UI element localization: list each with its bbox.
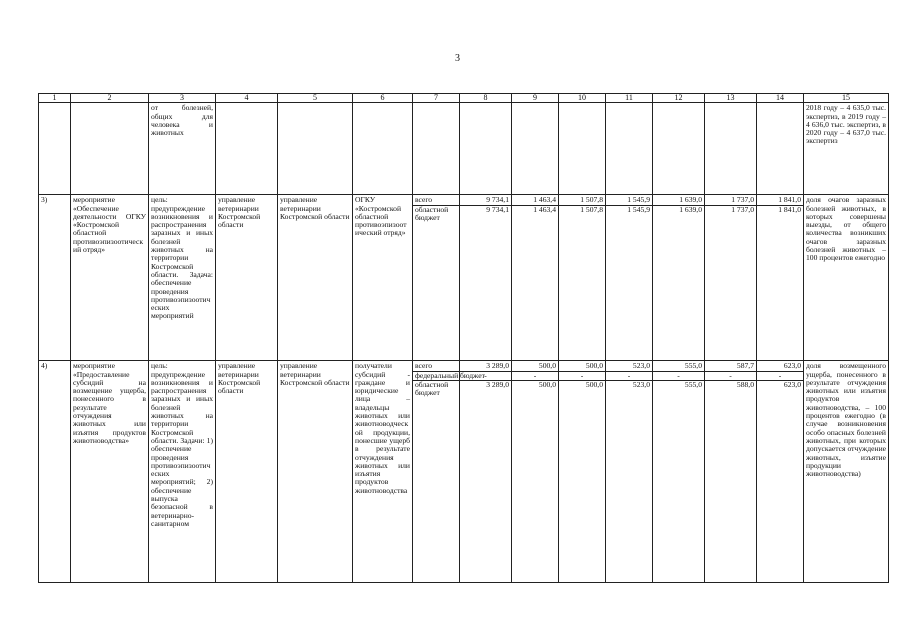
activity-row-4: [39, 361, 889, 583]
col-header: 2: [71, 94, 149, 103]
col-header: 5: [278, 94, 353, 103]
amount-value: -: [653, 372, 704, 381]
col-header: 12: [653, 94, 705, 103]
amount-cell: [606, 361, 653, 583]
header-row: [39, 94, 889, 103]
amount-cell: [460, 195, 512, 361]
participant-cell: ОГКУ «Костромской областной противоэпизоотический отряд»: [353, 195, 413, 361]
amount-value: 588,0: [736, 379, 754, 389]
col-header: 6: [353, 94, 413, 103]
amount-cell: [559, 195, 606, 361]
amount-cell: [653, 195, 705, 361]
amount-value: 1 545,9: [627, 204, 650, 214]
executor-cell: управление ветеринарии Костромской области: [216, 361, 278, 583]
funding-source: областной бюджет: [415, 379, 449, 398]
amount-value: -: [705, 372, 756, 381]
amount-value: 3 289,0: [486, 379, 509, 389]
amount-value: 623,0: [783, 379, 801, 389]
amount-value: 1 507,8: [580, 204, 603, 214]
funding-source: всего: [413, 196, 459, 205]
program-activities-table: [38, 93, 889, 583]
amount-value: 555,0: [653, 362, 704, 371]
amount-value: -: [606, 372, 652, 381]
activity-cell: мероприятие «Предоставление субсидий на возмещение ущерба, понесенного в результате отчуждения животных или изъятия продуктов животноводства»: [71, 361, 149, 583]
amount-value: 500,0: [559, 362, 605, 371]
funding-source: федеральный бюджет: [415, 370, 485, 380]
amount-value: 1 639,0: [679, 204, 702, 214]
amount-value: 1 463,4: [512, 196, 558, 205]
funding-source: областной бюджет: [415, 204, 449, 222]
amount-cell: [512, 195, 559, 361]
col-header: 13: [705, 94, 757, 103]
col-header: 10: [559, 94, 606, 103]
participant-cell: получатели субсидий - граждане и юридические лица – владельцы животных или животноводческой продукции, понесшие ущерб в результате отчуждения животных или изъятия продуктов животноводства: [353, 361, 413, 583]
funding-source: всего: [413, 362, 459, 371]
amount-cell: [559, 361, 606, 583]
goal-cell: цель: предупреждение возникновения и распространения заразных и иных болезней животных на территории Костромской области. Задача: обеспечение проведения противоэпизоотических мероприятий: [149, 195, 216, 361]
amount-value: 500,0: [538, 379, 556, 389]
amount-cell: [705, 195, 757, 361]
amount-cell: [653, 361, 705, 583]
col-header: 14: [757, 94, 804, 103]
col-header: 4: [216, 94, 278, 103]
amount-value: 587,7: [705, 362, 756, 371]
continuation-row: [39, 103, 889, 195]
row-number: 4): [39, 361, 71, 583]
amount-cell: [512, 361, 559, 583]
amount-value: -: [460, 372, 511, 381]
indicator-cell: доля очагов заразных болезней животных, в которых совершены выезды, от общего количества возникших очагов заразных болезней животных – 100 процентов ежегодно: [804, 195, 889, 361]
col-header: 7: [413, 94, 460, 103]
amount-cell: [757, 361, 804, 583]
col-header: 3: [149, 94, 216, 103]
col-header: 15: [804, 94, 889, 103]
amount-cell: [606, 195, 653, 361]
amount-cell: [460, 361, 512, 583]
amount-value: 1 841,0: [757, 196, 803, 205]
amount-value: 523,0: [606, 362, 652, 371]
executor-cell: управление ветеринарии Костромской области: [216, 195, 278, 361]
amount-value: 500,0: [585, 379, 603, 389]
amount-value: 500,0: [512, 362, 558, 371]
funding-source-cell: [413, 195, 460, 361]
activity-row-3: [39, 195, 889, 361]
amount-value: -: [512, 372, 558, 381]
amount-value: 623,0: [757, 362, 803, 371]
amount-value: 3 289,0: [460, 362, 511, 371]
amount-value: 555,0: [684, 379, 702, 389]
amount-value: 1 463,4: [533, 204, 556, 214]
amount-value: 1 545,9: [606, 196, 652, 205]
amount-value: -: [559, 372, 605, 381]
page-number: 3: [455, 53, 460, 64]
col-header: 8: [460, 94, 512, 103]
amount-value: 9 734,1: [486, 204, 509, 214]
amount-value: 1 737,0: [731, 204, 754, 214]
coexecutor-cell: управление ветеринарии Костромской области: [278, 361, 353, 583]
amount-value: 1 639,0: [653, 196, 704, 205]
funding-source-cell: [413, 361, 485, 583]
col-header: 1: [39, 94, 71, 103]
indicator-cell: 2018 году – 4 635,0 тыс. экспертиз, в 2019 году – 4 636,0 тыс. экспертиз, в 2020 году – 4 637,0 тыс. экспертиз: [804, 103, 889, 195]
col-header: 11: [606, 94, 653, 103]
goal-cell: цель: предупреждение возникновения и распространения заразных и иных болезней животных на территории Костромской области. Задачи: 1) обеспечение проведения противоэпизоотических мероприятий; 2) обеспечение выпуска безопасной в ветеринарно-санитарном: [149, 361, 216, 583]
amount-value: 9 734,1: [460, 196, 511, 205]
amount-cell: [757, 195, 804, 361]
amount-value: 1 737,0: [705, 196, 756, 205]
indicator-cell: доля возмещенного ущерба, понесенного в результате отчуждения животных или изъятия продуктов животноводства, – 100 процентов ежегодно (в случае возникновения особо опасных болезней животных, при которых допускается отчуждение животных, изъятие продукции животноводства): [804, 361, 889, 583]
goal-cell: от болезней, общих для человека и животных: [149, 103, 216, 195]
amount-cell: [705, 361, 757, 583]
amount-value: -: [757, 372, 803, 381]
activity-cell: мероприятие «Обеспечение деятельности ОГКУ «Костромской областной противоэпизоотический отряд»: [71, 195, 149, 361]
coexecutor-cell: управление ветеринарии Костромской области: [278, 195, 353, 361]
amount-value: 1 841,0: [778, 204, 801, 214]
amount-value: 523,0: [632, 379, 650, 389]
row-number: 3): [39, 195, 71, 361]
col-header: 9: [512, 94, 559, 103]
amount-value: 1 507,8: [559, 196, 605, 205]
